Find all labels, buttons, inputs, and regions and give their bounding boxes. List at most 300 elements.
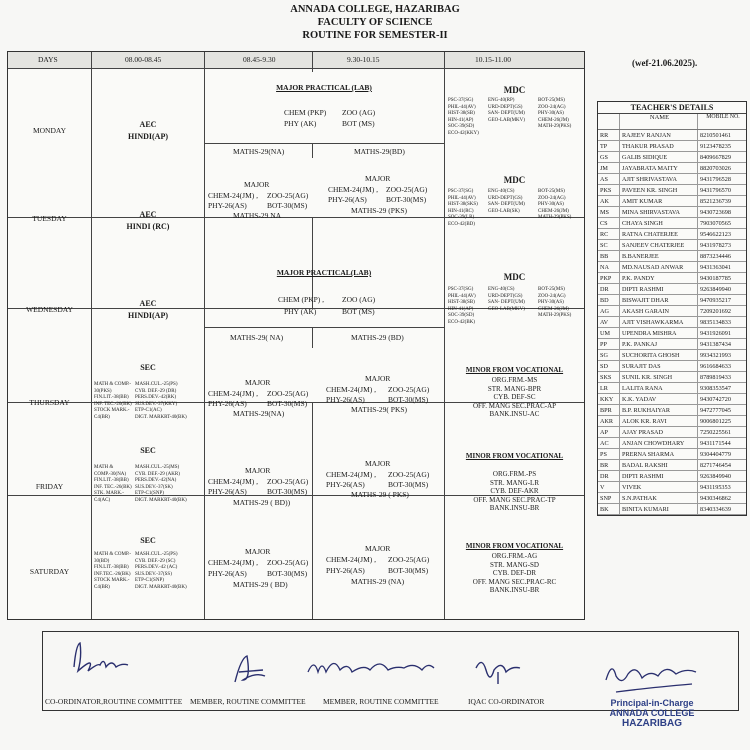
mdc-item: HIST-38(SB) <box>448 111 475 116</box>
minor-item: CYB. DEF-AKR <box>490 487 539 495</box>
teacher-name: DIPTI RASHMI <box>620 284 698 294</box>
effective-date: (wef-21.06.2025). <box>632 58 698 68</box>
sec-item: DIGT. MARKRT-40(BK) <box>135 584 187 590</box>
teacher-row <box>598 416 746 427</box>
college-name: ANNADA COLLEGE, HAZARIBAG <box>290 4 460 15</box>
mdc-item: HIN-41(RC) <box>448 208 474 214</box>
sec-item: CYB. DEF.-29 (SC) <box>135 558 176 564</box>
teacher-name: ALOK KR. RAVI <box>620 416 698 426</box>
tuesday-major-2: MAJOR <box>365 174 391 183</box>
mdc-item: ENG-40(CS) <box>488 287 515 292</box>
saturday-sec-col-2 <box>135 552 187 591</box>
teacher-code: AP <box>598 427 620 437</box>
sec-item: PERS.DEV.-42(RK) <box>135 395 177 400</box>
teacher-code: RR <box>598 130 620 140</box>
teacher-mobile: 8340334639 <box>700 506 731 513</box>
teacher-mobile: 9431195353 <box>700 484 731 491</box>
grid-line <box>312 52 313 72</box>
minor-item: OFF. MANG SEC.PRAC-RC <box>472 577 557 586</box>
teacher-name: AKASH GARAIN <box>620 306 698 316</box>
friday-maths-2: MATHS-29 ( PKS) <box>351 490 409 499</box>
teacher-code: BD <box>598 295 620 305</box>
teacher-code: AV <box>598 317 620 327</box>
teacher-col-code <box>598 114 620 129</box>
thursday-major-2: MAJOR <box>365 374 391 383</box>
sec-item: MASH.CUL.-25(PS) <box>135 382 178 387</box>
saturday-zoo-2: ZOO-25(AG) <box>388 555 430 564</box>
friday-zoo-1: ZOO-25(AG) <box>267 477 309 486</box>
teacher-mobile: 9616684633 <box>700 363 731 370</box>
sec-item: COMP.-30(NA) <box>94 471 127 477</box>
mdc-item: GEO-LAB(MKV) <box>488 117 525 123</box>
grid-line <box>204 327 444 328</box>
mdc-item: PHY-30(AS) <box>538 111 564 116</box>
teacher-rows <box>598 130 746 515</box>
teacher-name: P.K. PANDY <box>620 273 698 283</box>
teacher-row <box>598 350 746 361</box>
thursday-minor-list <box>445 376 584 419</box>
sec-item: DIGT. MARKRT-40(BK) <box>135 414 187 420</box>
teacher-mobile: 8820703026 <box>700 165 731 172</box>
teacher-mobile: 9470935217 <box>700 297 731 304</box>
teacher-name: JAYABRATA MAITY <box>620 163 698 173</box>
teacher-row <box>598 361 746 372</box>
sec-item: DIGT. MARKRT-40(BK) <box>135 497 187 503</box>
teacher-mobile: 9430742720 <box>700 396 731 403</box>
teacher-mobile: 9430187785 <box>700 275 731 282</box>
teacher-mobile: 9430723698 <box>700 209 731 216</box>
teacher-row <box>598 372 746 383</box>
mdc-item: MATH-29(PKS) <box>538 215 572 220</box>
saturday-minor: MINOR FROM VOCATIONAL <box>465 542 564 550</box>
teacher-row <box>598 262 746 273</box>
sec-item: 30(PKS) <box>94 388 112 394</box>
mdc-item: BOT-25(MS) <box>538 287 565 292</box>
teacher-row <box>598 141 746 152</box>
thursday-minor: MINOR FROM VOCATIONAL <box>465 366 564 374</box>
day-monday: MONDAY <box>32 126 67 135</box>
teacher-row <box>598 471 746 482</box>
mdc-item: PHIL-44(AV) <box>448 293 476 299</box>
wednesday-aec: AEC <box>139 299 157 308</box>
minor-item: OFF. MANG SEC.PRAC-TP <box>473 495 556 504</box>
tuesday-mdc-col-2 <box>488 189 525 215</box>
stamp-line-3: HAZARIBAG <box>622 718 682 729</box>
teacher-row <box>598 152 746 163</box>
teacher-row <box>598 229 746 240</box>
teacher-code: BR <box>598 460 620 470</box>
grid-line <box>312 402 313 619</box>
col-time-4: 10.15-11.00 <box>475 55 511 64</box>
wednesday-mdc: MDC <box>503 272 526 282</box>
sec-item: PERS.DEV.-42 (AC) <box>135 565 178 570</box>
teacher-name: SANJEEV CHATERJEE <box>620 240 698 250</box>
teacher-name: AJIT SHRIVASTAVA <box>620 174 698 184</box>
mdc-item: HIST-38(SKS) <box>448 202 478 207</box>
teacher-name: PAVEEN KR. SINGH <box>620 185 698 195</box>
saturday-chem-2: CHEM-24(JM) , <box>326 555 376 564</box>
thursday-zoo-1: ZOO-25(AG) <box>267 389 309 398</box>
friday-sec: SEC <box>140 446 156 455</box>
tuesday-aec: AEC <box>139 210 157 219</box>
teacher-row <box>598 130 746 141</box>
teacher-mobile: 9308353547 <box>700 385 731 392</box>
sec-item: MATH & <box>94 465 114 470</box>
teacher-code: AC <box>598 438 620 448</box>
tuesday-chem-1: CHEM-24(JM) , <box>208 191 258 200</box>
friday-sec-col-2 <box>135 465 187 504</box>
principal-stamp <box>594 698 710 729</box>
caption-iqac: IQAC CO-ORDINATOR <box>468 697 545 706</box>
sec-item: INF.TEC.-26(BK) <box>94 571 131 577</box>
teacher-name: SUNIL KR. SINGH <box>620 372 698 382</box>
minor-item: ORG.FRM.-AG <box>491 552 538 560</box>
mdc-item: CHEM-26(JM) <box>538 306 569 312</box>
teacher-row <box>598 218 746 229</box>
teacher-name: AJIT VISHAWKARMA <box>620 317 698 327</box>
minor-item: ORG.FRM.-MS <box>491 376 538 384</box>
teacher-mobile: 9431387434 <box>700 341 731 348</box>
tuesday-maths-1: MATHS-29 NA <box>233 211 282 220</box>
teacher-row <box>598 383 746 394</box>
teacher-code: KKY <box>598 394 620 404</box>
saturday-bot-2: BOT-30(MS) <box>388 566 429 575</box>
teacher-mobile: 9263849940 <box>700 286 731 293</box>
monday-practical: MAJOR PRACTICAL (LAB) <box>276 83 372 92</box>
day-wednesday: WEDNESDAY <box>26 305 73 314</box>
tuesday-mdc-col-3 <box>538 189 571 222</box>
teacher-mobile: 9431171544 <box>700 440 731 447</box>
routine-table <box>7 51 585 620</box>
monday-zoo: ZOO (AG) <box>342 108 376 117</box>
saturday-major-1: MAJOR <box>245 547 271 556</box>
sec-item: MASH.CUL.-25(PS) <box>135 552 178 557</box>
teacher-mobile: 7250225561 <box>700 429 731 436</box>
teacher-code: AK <box>598 196 620 206</box>
sec-item: SUS.DEV.-37(SS) <box>135 571 172 577</box>
mdc-item: PHY-30(AS) <box>538 300 564 305</box>
mdc-item: SAN- DEPT(UM) <box>488 202 525 207</box>
thursday-major-1: MAJOR <box>245 378 271 387</box>
sec-item: ETP-C1(SNP) <box>135 491 164 496</box>
saturday-maths-2: MATHS-29 (NA) <box>351 577 405 586</box>
day-saturday: SATURDAY <box>29 567 70 576</box>
thursday-maths-2: MATHS-29( PKS) <box>351 405 408 414</box>
thursday-chem-2: CHEM-24(JM) , <box>326 385 376 394</box>
minor-item: BANK.INSU-BR <box>489 504 540 512</box>
mdc-item: HIN-41(AP) <box>448 117 474 123</box>
monday-bot: BOT (MS) <box>342 119 375 128</box>
grid-line <box>204 143 444 144</box>
teacher-row <box>598 427 746 438</box>
teacher-mobile: 9431978273 <box>700 242 731 249</box>
teacher-row <box>598 284 746 295</box>
tuesday-phy-1: PHY-26(AS) <box>208 201 247 210</box>
wednesday-phy: PHY (AK) <box>284 307 317 316</box>
teacher-name: BADAL RAKSHI <box>620 460 698 470</box>
teacher-name: LALITA RANA <box>620 383 698 393</box>
wednesday-practical: MAJOR PRACTICAL(LAB) <box>276 268 372 277</box>
minor-item: CYB. DEF-DR <box>492 569 537 577</box>
teacher-row <box>598 504 746 515</box>
saturday-phy-2: PHY-26(AS) <box>326 566 365 575</box>
signature-coordinator <box>66 637 136 682</box>
teacher-mobile: 9472777045 <box>700 407 731 414</box>
teacher-mobile: 9430346862 <box>700 495 731 502</box>
teacher-row <box>598 273 746 284</box>
thursday-bot-1: BOT-30(MS) <box>267 399 308 408</box>
sec-item: C4(AC) <box>94 497 111 503</box>
minor-item: STR. MANG-LR <box>489 478 539 487</box>
mdc-item: PSC-37(SG) <box>448 287 474 292</box>
friday-major-1: MAJOR <box>245 466 271 475</box>
teacher-row <box>598 306 746 317</box>
teacher-mobile: 9546622123 <box>700 231 731 238</box>
teacher-mobile: 8271746454 <box>700 462 731 469</box>
caption-member-2: MEMBER, ROUTINE COMMITTEE <box>323 697 439 706</box>
mdc-item: PHY-30(AS) <box>538 202 564 207</box>
sec-item: MASH.CUL.-25(MS) <box>135 465 180 470</box>
friday-minor-list <box>445 470 584 513</box>
caption-member-1: MEMBER, ROUTINE COMMITTEE <box>190 697 306 706</box>
teacher-mobile: 8409667829 <box>700 154 731 161</box>
thursday-phy-1: PHY-26(AS) <box>208 399 247 408</box>
mdc-item: SAN- DEPT(UM) <box>488 300 525 305</box>
teacher-row <box>598 196 746 207</box>
teacher-row <box>598 174 746 185</box>
signature-principal <box>596 654 706 700</box>
teacher-name: VIVEK <box>620 482 698 492</box>
teacher-name: BISWAJIT DHAR <box>620 295 698 305</box>
signature-member-2 <box>300 648 440 688</box>
minor-item: STR. MANG-BPR <box>487 384 542 393</box>
teacher-name: P.K. PANKAJ <box>620 339 698 349</box>
teacher-name: UPENDRA MISHRA <box>620 328 698 338</box>
teacher-name: MD.NAUSAD ANWAR <box>620 262 698 272</box>
teacher-row <box>598 295 746 306</box>
teacher-code: DR <box>598 284 620 294</box>
monday-aec: AEC <box>139 120 157 129</box>
mdc-item: ZOO-24(AG) <box>538 195 566 201</box>
minor-item: BANK.INSU-BR <box>489 586 540 594</box>
monday-maths-2: MATHS-29(BD) <box>354 147 405 156</box>
teacher-details-title: TEACHER'S DETAILS <box>598 102 746 114</box>
stamp-line-2: ANNADA COLLEGE <box>609 708 695 718</box>
tuesday-zoo-1: ZOO-25(AG) <box>267 191 309 200</box>
saturday-zoo-1: ZOO-25(AG) <box>267 558 309 567</box>
stamp-line-1: Principal-in-Charge <box>610 698 694 708</box>
monday-mdc: MDC <box>503 85 526 95</box>
friday-chem-2: CHEM-24(JM) , <box>326 470 376 479</box>
teacher-mobile: 7209201692 <box>700 308 731 315</box>
mdc-item: URD-DEPT(GS) <box>488 104 523 110</box>
minor-item: OFF. MANG SEC.PRAC-AP <box>472 401 557 410</box>
teacher-details-table <box>597 101 747 516</box>
teacher-code: PS <box>598 449 620 459</box>
sec-item: FIN.LIT.-38(BB) <box>94 395 129 400</box>
teacher-code: MS <box>598 207 620 217</box>
mdc-item: BOT-25(MS) <box>538 98 565 103</box>
mdc-item: GEO-LAB(MKV) <box>488 306 525 312</box>
teacher-mobile: 9123478235 <box>700 143 731 150</box>
teacher-row <box>598 207 746 218</box>
monday-chem: CHEM (PKP) <box>284 108 327 117</box>
teacher-mobile: 9835134833 <box>700 319 731 326</box>
mdc-item: HIST-38(SB) <box>448 300 475 305</box>
teacher-row <box>598 449 746 460</box>
teacher-mobile: 9934321993 <box>700 352 731 359</box>
tuesday-phy-2: PHY-26(AS) <box>328 195 367 204</box>
faculty-name: FACULTY OF SCIENCE <box>317 17 433 28</box>
wednesday-zoo: ZOO (AG) <box>342 295 376 304</box>
thursday-sec-col-2 <box>135 382 187 421</box>
wednesday-bot: BOT (MS) <box>342 307 375 316</box>
teacher-row <box>598 460 746 471</box>
mdc-item: ECO-42(KKY) <box>448 130 479 136</box>
saturday-chem-1: CHEM-24(JM) , <box>208 558 258 567</box>
teacher-header-row <box>598 114 746 130</box>
mdc-item: ENG-40(RP) <box>488 98 515 103</box>
friday-zoo-2: ZOO-25(AG) <box>388 470 430 479</box>
wednesday-mdc-col-1 <box>448 287 476 326</box>
col-time-3: 9.30-10.15 <box>347 55 380 64</box>
tuesday-zoo-2: ZOO-25(AG) <box>386 185 428 194</box>
teacher-code: SC <box>598 240 620 250</box>
wednesday-mdc-col-2 <box>488 287 525 313</box>
sec-item: INF. TEC.-26(BK) <box>94 484 132 490</box>
teacher-name: S.N.PATHAK <box>620 493 698 503</box>
teacher-code: PP <box>598 339 620 349</box>
monday-phy: PHY (AK) <box>284 119 317 128</box>
grid-line <box>312 327 313 348</box>
grid-line <box>8 68 584 69</box>
wednesday-maths-2: MATHS-29 (BD) <box>351 333 404 342</box>
teacher-row <box>598 339 746 350</box>
sec-item: INF. TEC.-26(BK) <box>94 401 132 407</box>
sec-item: 30(BD) <box>94 558 110 564</box>
sec-item: CYB. DEF.-29 (DR) <box>135 388 177 394</box>
mdc-item: ENG-40(CS) <box>488 189 515 194</box>
teacher-name: AJAY PRASAD <box>620 427 698 437</box>
friday-phy-1: PHY-26(AS) <box>208 487 247 496</box>
teacher-col-name: NAME <box>620 114 698 129</box>
sec-item: C4(BR) <box>94 414 110 420</box>
teacher-name: THAKUR PRASAD <box>620 141 698 151</box>
teacher-mobile: 9431796570 <box>700 187 731 194</box>
teacher-col-mobile: MOBILE NO. <box>706 114 740 120</box>
sec-item: FIN.LIT.-38(BB) <box>94 565 129 570</box>
friday-minor: MINOR FROM VOCATIONAL <box>465 452 564 460</box>
monday-mdc-col-2 <box>488 98 525 124</box>
teacher-code: UM <box>598 328 620 338</box>
saturday-maths-1: MATHS-29 ( BD) <box>233 580 288 589</box>
teacher-code: SNP <box>598 493 620 503</box>
thursday-phy-2: PHY-26(AS) <box>326 395 365 404</box>
teacher-row <box>598 328 746 339</box>
teacher-mobile: 9263849940 <box>700 473 731 480</box>
teacher-code: AS <box>598 174 620 184</box>
monday-mdc-col-3 <box>538 98 571 131</box>
tuesday-major-1: MAJOR <box>244 180 270 189</box>
teacher-code: LR <box>598 383 620 393</box>
mdc-item: SOC-39(SD) <box>448 313 475 318</box>
mdc-item: PHIL-44(AV) <box>448 104 476 110</box>
signature-member-1 <box>225 650 275 690</box>
thursday-zoo-2: ZOO-25(AG) <box>388 385 430 394</box>
teacher-mobile: 9431363041 <box>700 264 731 271</box>
col-time-1: 08.00-08.45 <box>125 55 162 64</box>
friday-phy-2: PHY-26(AS) <box>326 480 365 489</box>
saturday-major-2: MAJOR <box>365 544 391 553</box>
teacher-name: GALIB SIDIQUE <box>620 152 698 162</box>
mdc-item: PSC-37(SG) <box>448 98 474 103</box>
teacher-mobile: 8789819433 <box>700 374 731 381</box>
wednesday-maths-1: MATHS-29( NA) <box>230 333 284 342</box>
mdc-item: URD-DEPT(GS) <box>488 293 523 299</box>
teacher-mobile: 8873234446 <box>700 253 731 260</box>
col-days: DAYS <box>38 55 58 64</box>
tuesday-mdc: MDC <box>503 175 526 185</box>
sec-item: STK. MARK.- <box>94 491 124 496</box>
thursday-maths-1: MATHS-29(NA) <box>233 409 285 418</box>
teacher-mobile: 8521236739 <box>700 198 731 205</box>
signature-iqac <box>468 650 528 690</box>
mdc-item: ZOO-24(AG) <box>538 104 566 110</box>
tuesday-aec-hindi: HINDI (RC) <box>126 222 170 231</box>
mdc-item: GEO-LAB(SK) <box>488 208 520 214</box>
mdc-item: BOT-25(MS) <box>538 189 565 194</box>
grid-line <box>444 52 445 619</box>
teacher-row <box>598 240 746 251</box>
teacher-code: DR <box>598 471 620 481</box>
teacher-code: V <box>598 482 620 492</box>
teacher-mobile: 9431796528 <box>700 176 731 183</box>
sec-item: PERS.DEV.-42(NA) <box>135 478 177 483</box>
teacher-code: RC <box>598 229 620 239</box>
friday-bot-1: BOT-30(MS) <box>267 487 308 496</box>
thursday-bot-2: BOT-30(MS) <box>388 395 429 404</box>
teacher-code: SD <box>598 361 620 371</box>
routine-title: ROUTINE FOR SEMESTER-II <box>302 30 448 41</box>
sec-item: ETP-C1(AC) <box>135 408 162 413</box>
sec-item: CYB. DEF.-29 (AKR) <box>135 471 180 477</box>
teacher-name: CHAYA SINGH <box>620 218 698 228</box>
teacher-row <box>598 185 746 196</box>
sec-item: STOCK MARK.- <box>94 408 130 413</box>
teacher-mobile: 7903070565 <box>700 220 731 227</box>
teacher-name: B.BANERJEE <box>620 251 698 261</box>
wednesday-mdc-col-3 <box>538 287 571 320</box>
teacher-name: SURAJIT DAS <box>620 361 698 371</box>
friday-bot-2: BOT-30(MS) <box>388 480 429 489</box>
teacher-mobile: 9006801225 <box>700 418 731 425</box>
teacher-row <box>598 482 746 493</box>
teacher-name: SUCHORITA GHOSH <box>620 350 698 360</box>
teacher-name: DIPTI RASHMI <box>620 471 698 481</box>
teacher-code: BPR <box>598 405 620 415</box>
col-time-2: 08.45-9.30 <box>243 55 276 64</box>
friday-sec-col-1 <box>94 465 132 504</box>
grid-line <box>204 52 205 619</box>
teacher-row <box>598 394 746 405</box>
saturday-bot-1: BOT-30(MS) <box>267 569 308 578</box>
teacher-name: ANJAN CHOWDHARY <box>620 438 698 448</box>
teacher-name: BINITA KUMARI <box>620 504 698 514</box>
teacher-code: SKS <box>598 372 620 382</box>
day-friday: FRIDAY <box>35 482 64 491</box>
friday-major-2: MAJOR <box>365 459 391 468</box>
grid-line <box>312 143 313 158</box>
